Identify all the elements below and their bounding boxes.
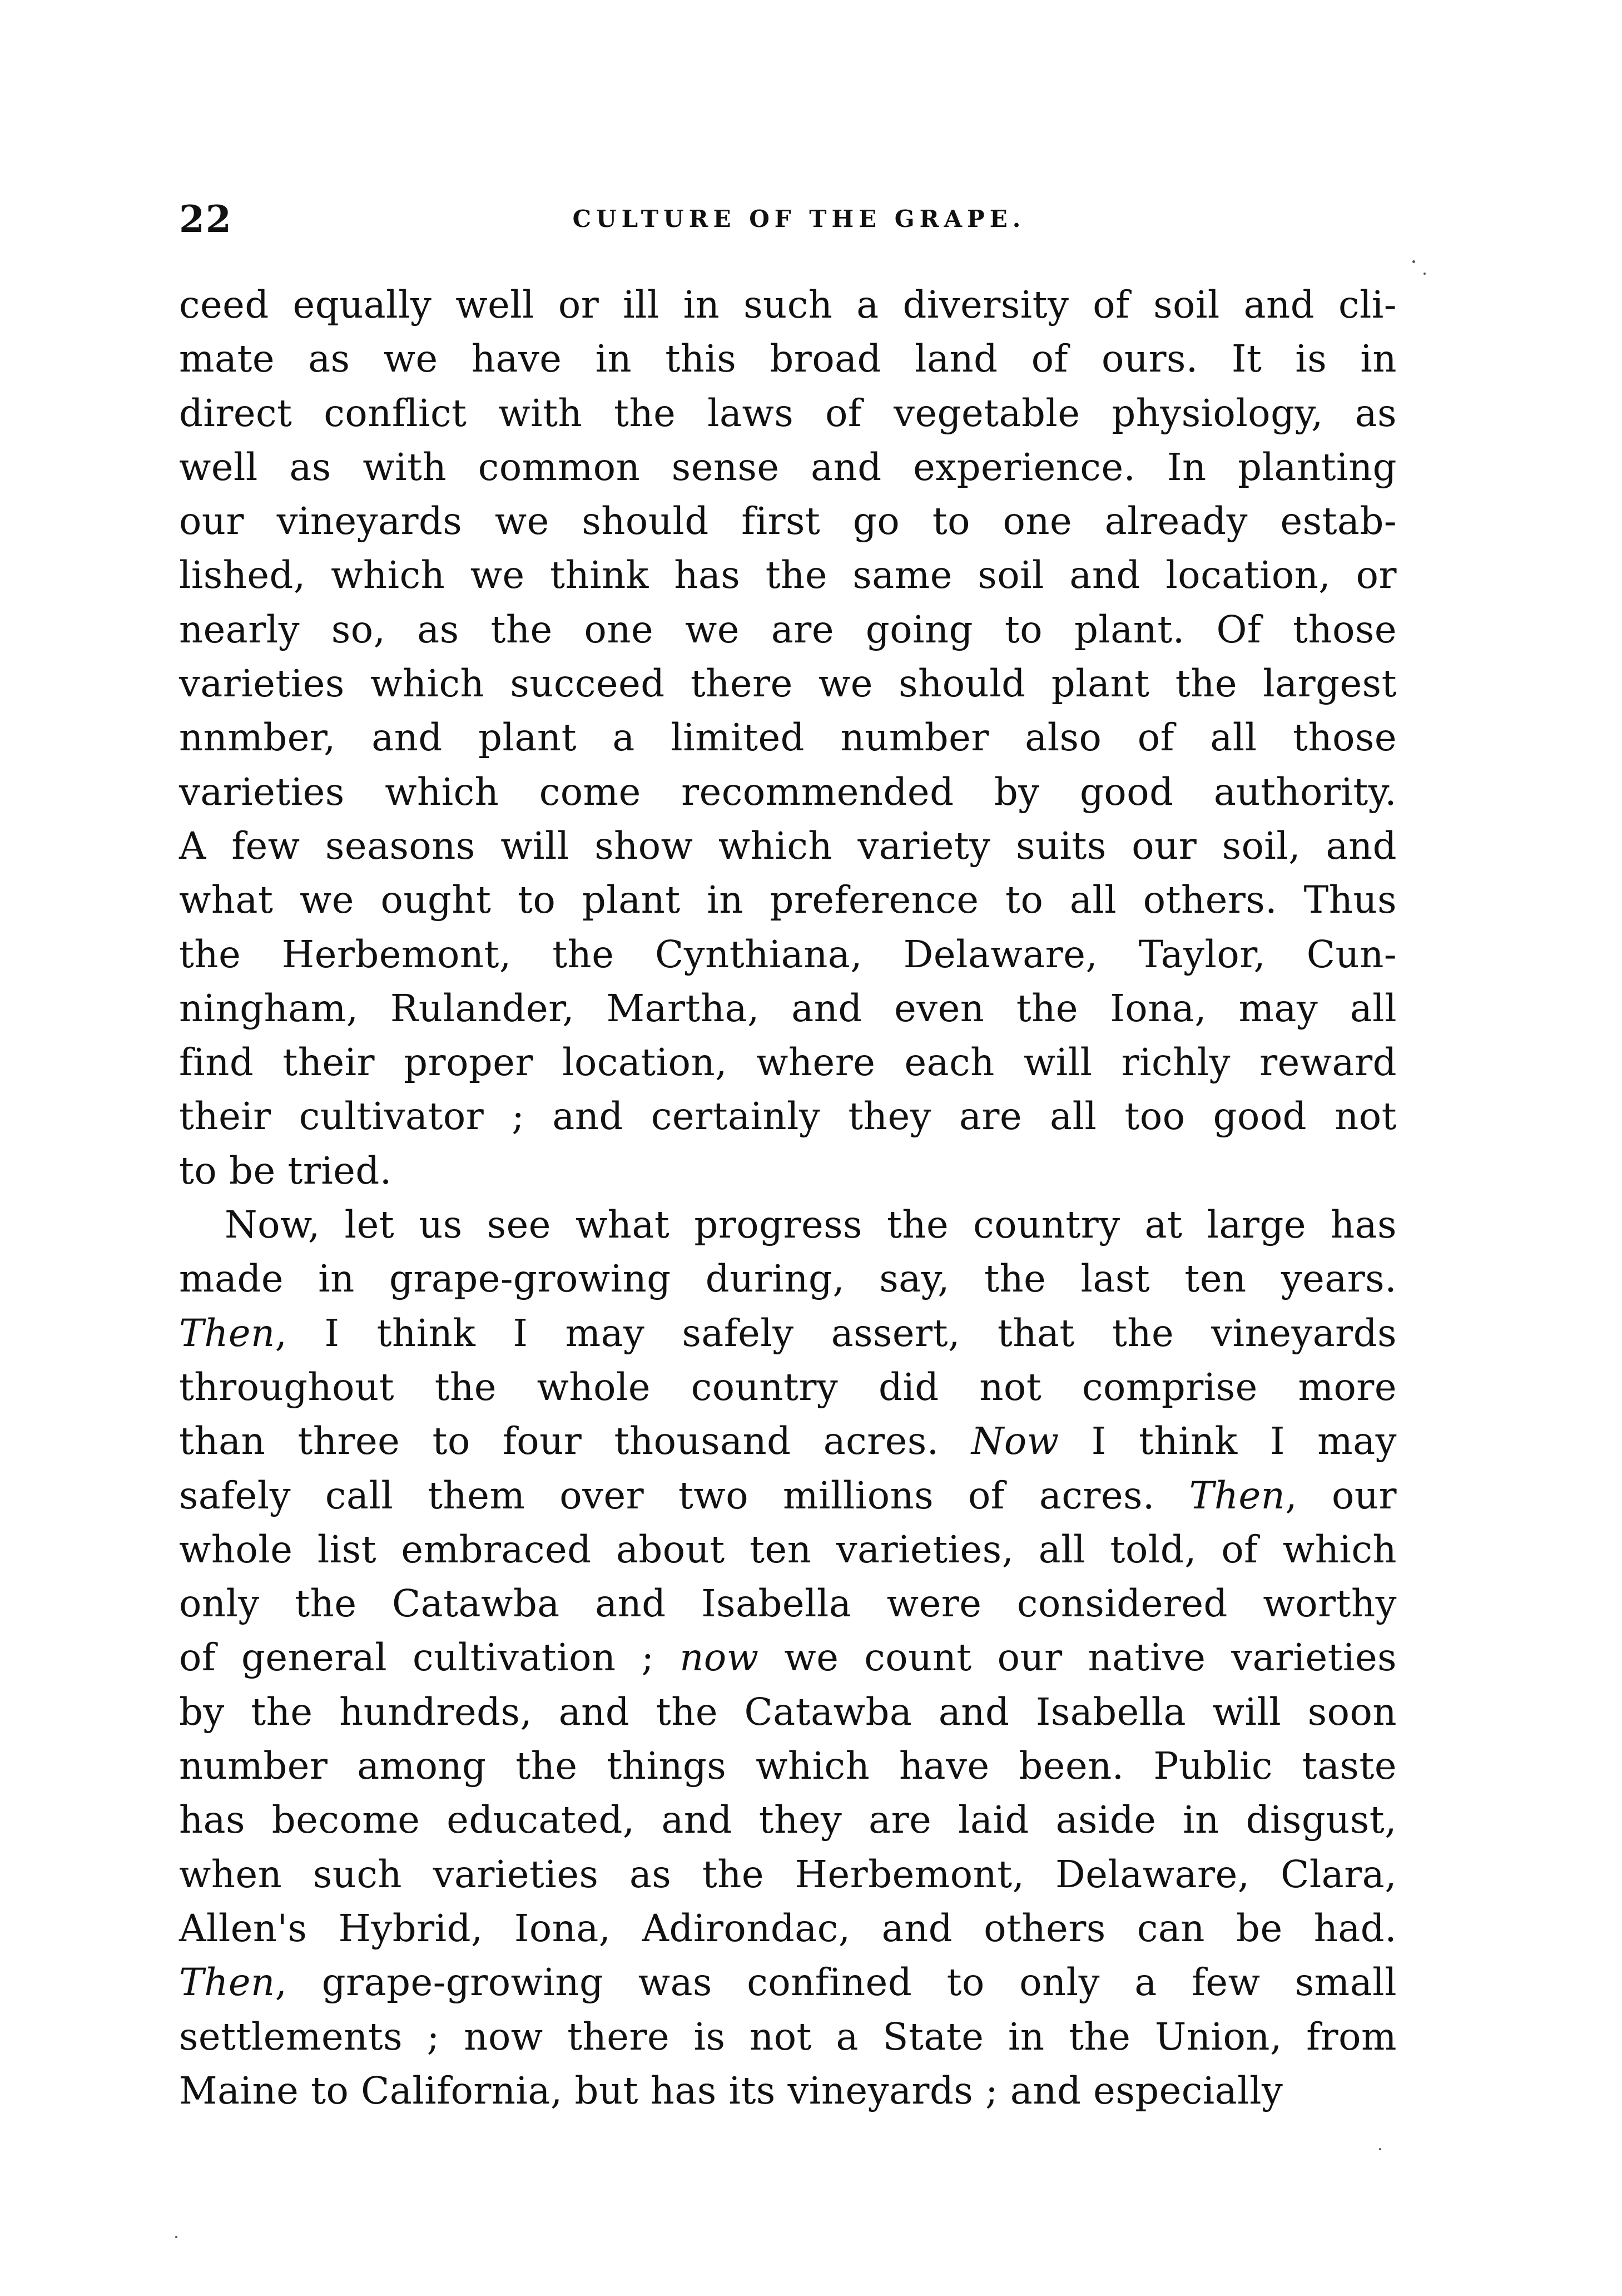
text-segment: our vineyards we should first go to one already estab-	[179, 499, 1397, 543]
text-segment: what we ought to plant in preference to all others. Thus	[179, 878, 1397, 922]
text-segment: throughout the whole country did not comprise more	[179, 1365, 1397, 1409]
text-segment: Allen's Hybrid, Iona, Adirondac, and others can be had.	[179, 1906, 1397, 1950]
text-line	[179, 982, 1397, 1036]
text-segment: direct conflict with the laws of vegetable physiology, as	[179, 391, 1397, 435]
paragraph	[179, 1198, 1397, 2118]
text-segment: , I think I may safely assert, that the vineyards	[275, 1311, 1397, 1355]
text-line	[179, 1252, 1397, 1306]
text-segment: of general cultivation ;	[179, 1636, 680, 1680]
running-head: CULTURE OF THE GRAPE.	[572, 205, 1026, 232]
italic-text: Now	[971, 1419, 1059, 1463]
text-line	[179, 494, 1397, 548]
text-segment: number among the things which have been. Public taste	[179, 1744, 1397, 1788]
text-segment: made in grape-growing during, say, the last ten years.	[179, 1257, 1397, 1301]
text-line	[179, 387, 1397, 441]
scan-speck	[1412, 260, 1415, 263]
text-line	[179, 657, 1397, 711]
text-line	[179, 1848, 1397, 1902]
text-segment: whole list embraced about ten varieties, all told, of which	[179, 1527, 1397, 1571]
text-line	[179, 278, 1397, 332]
text-segment: lished, which we think has the same soil and location, or	[179, 553, 1397, 597]
text-segment: we count our native varieties	[758, 1636, 1397, 1680]
text-segment: mate as we have in this broad land of ours. It is in	[179, 337, 1397, 381]
italic-text: Then	[179, 1961, 275, 2005]
text-line	[179, 441, 1397, 494]
text-line	[179, 873, 1397, 927]
text-line	[179, 1577, 1397, 1631]
text-line	[179, 1036, 1397, 1090]
text-segment: Maine to California, but has its vineyards ; and especially	[179, 2069, 1283, 2112]
text-line	[179, 1956, 1397, 2010]
text-segment: settlements ; now there is not a State in the Union, from	[179, 2015, 1397, 2059]
text-segment: well as with common sense and experience. In planting	[179, 445, 1397, 489]
text-line	[179, 1144, 1397, 1198]
text-line	[179, 1523, 1397, 1577]
text-line	[179, 1631, 1397, 1685]
body-text	[179, 278, 1397, 2118]
text-segment: find their proper location, where each will richly reward	[179, 1041, 1397, 1085]
text-line	[179, 1307, 1397, 1360]
text-line	[179, 1739, 1397, 1793]
text-line	[179, 1090, 1397, 1144]
text-line	[179, 2064, 1397, 2118]
text-line	[179, 819, 1397, 873]
text-segment: varieties which succeed there we should plant the largest	[179, 662, 1397, 706]
text-segment: the Herbemont, the Cynthiana, Delaware, Taylor, Cun-	[179, 932, 1397, 976]
text-line	[179, 1198, 1397, 1252]
scan-speck	[1379, 2148, 1381, 2150]
text-line	[179, 1685, 1397, 1739]
text-line	[179, 332, 1397, 386]
text-segment: to be tried.	[179, 1149, 392, 1192]
scan-speck	[1423, 273, 1426, 275]
text-segment: I think I may	[1059, 1419, 1397, 1463]
italic-text: now	[679, 1636, 759, 1680]
text-line	[179, 1469, 1397, 1523]
text-segment: varieties which come recommended by good authority.	[179, 770, 1397, 814]
italic-text: Then	[179, 1311, 275, 1355]
text-segment: than three to four thousand acres.	[179, 1419, 971, 1463]
text-segment: when such varieties as the Herbemont, Delaware, Clara,	[179, 1852, 1397, 1896]
text-line	[179, 1793, 1397, 1847]
text-line	[179, 765, 1397, 819]
text-line	[179, 1902, 1397, 1956]
text-segment: has become educated, and they are laid aside in disgust,	[179, 1798, 1397, 1842]
italic-text: Then	[1189, 1473, 1286, 1517]
page-header	[179, 197, 1397, 259]
text-line	[179, 2010, 1397, 2064]
text-segment: A few seasons will show which variety suits our soil, and	[179, 824, 1397, 868]
scan-speck	[175, 2236, 177, 2238]
text-line	[179, 603, 1397, 657]
text-segment: safely call them over two millions of acres.	[179, 1473, 1189, 1517]
text-line	[179, 1360, 1397, 1414]
text-line	[179, 711, 1397, 765]
text-line	[179, 1414, 1397, 1468]
text-segment: ningham, Rulander, Martha, and even the Iona, may all	[179, 986, 1397, 1030]
text-segment: , our	[1285, 1473, 1397, 1517]
text-segment: ceed equally well or ill in such a diversity of soil and cli-	[179, 283, 1397, 326]
page-number: 22	[179, 197, 232, 241]
text-segment: nearly so, as the one we are going to plant. Of those	[179, 607, 1397, 651]
text-segment: their cultivator ; and certainly they are all too good not	[179, 1095, 1397, 1139]
text-line	[179, 548, 1397, 602]
text-segment: by the hundreds, and the Catawba and Isabella will soon	[179, 1690, 1397, 1734]
text-segment: only the Catawba and Isabella were considered worthy	[179, 1582, 1397, 1626]
text-line	[179, 928, 1397, 982]
text-segment: Now, let us see what progress the country at large has	[225, 1203, 1397, 1247]
paragraph	[179, 278, 1397, 1198]
text-segment: , grape-growing was confined to only a few small	[275, 1961, 1397, 2005]
text-segment: nnmber, and plant a limited number also of all those	[179, 716, 1397, 760]
